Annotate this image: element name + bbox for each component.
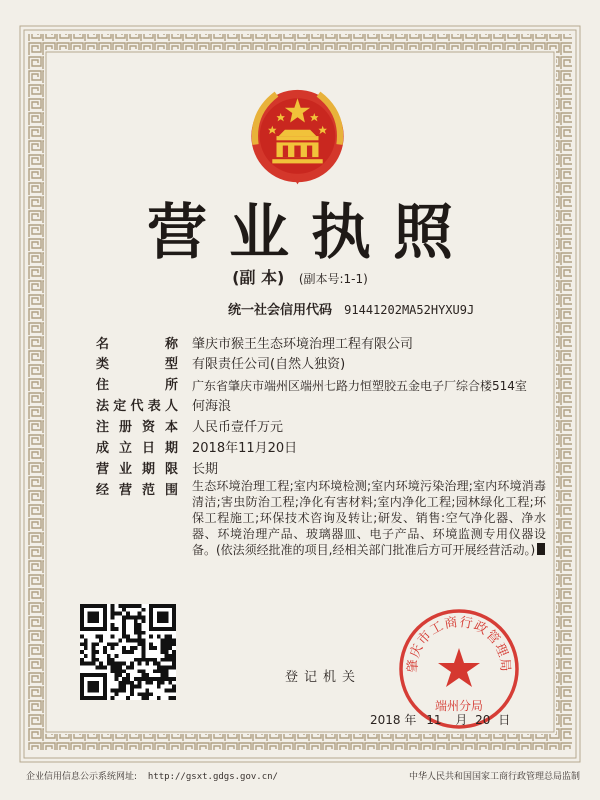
footer-website: [26, 769, 278, 782]
company-name-value: 肇庆市猴王生态环境治理工程有限公司: [192, 337, 414, 352]
company-type-value: 有限责任公司(自然人独资): [192, 357, 346, 372]
field-address-label: 住 所: [96, 378, 178, 393]
seal-text: 肇庆市工商行政管理局: [405, 614, 513, 673]
document-title: 营业执照: [147, 198, 475, 268]
capital-value: 人民币壹仟万元: [192, 420, 284, 435]
qr-code: [80, 604, 176, 700]
founded-date-value: 2018年11月20日: [192, 441, 298, 456]
seal-subtext: 端州分局: [434, 699, 484, 713]
business-scope-value: 生态环境治理工程;室内环境检测;室内环境污染治理;室内环境消毒清洁;害虫防治工程;净化有害材料;室内净化工程;园林绿化工程;环保工程施工;环保技术咨询及转让;研发、销售:空气净化器、净水器、环境治理产品、玻璃器皿、电子产品、环境监测专用仪器设备。(依法须经批准的项目,经相关部门批准后方可开展经营活动。): [192, 479, 546, 557]
footer-supervisor: 中华人民共和国国家工商行政管理总局监制: [408, 772, 580, 782]
field-term-label: 营 业 期 限: [96, 462, 178, 477]
field-legal-rep-label: 法 定 代 表 人: [96, 399, 178, 414]
address-value: 广东省肇庆市端州区端州七路力恒塑胶五金电子厂综合楼514室: [192, 379, 527, 393]
footer-website-url: http://gsxt.gdgs.gov.cn/: [147, 772, 278, 782]
copy-label: (副 本): [232, 268, 285, 287]
registration-authority-label: 登记机关: [285, 670, 362, 685]
legal-rep-value: 何海浪: [192, 399, 232, 414]
copy-number: (副本号:1-1): [298, 272, 368, 286]
field-name-label: 名 称: [96, 337, 178, 352]
credit-code-line: [228, 299, 474, 318]
field-founded-label: 成 立 日 期: [96, 441, 178, 456]
scope-end-mark: [537, 543, 545, 555]
term-value: 长期: [192, 462, 219, 477]
field-type-label: 类 型: [96, 357, 178, 372]
field-scope-label: 经 营 范 围: [96, 483, 178, 498]
footer-website-label: 企业信用信息公示系统网址:: [26, 772, 138, 782]
national-emblem-icon: [245, 80, 350, 188]
copy-line: [0, 265, 600, 288]
field-capital-label: 注 册 资 本: [96, 420, 178, 435]
registration-date: 2018 年 11 月 20 日: [370, 713, 511, 727]
credit-code-label: 统一社会信用代码: [228, 303, 333, 318]
credit-code-value: 91441202MA52HYXU9J: [344, 303, 475, 317]
